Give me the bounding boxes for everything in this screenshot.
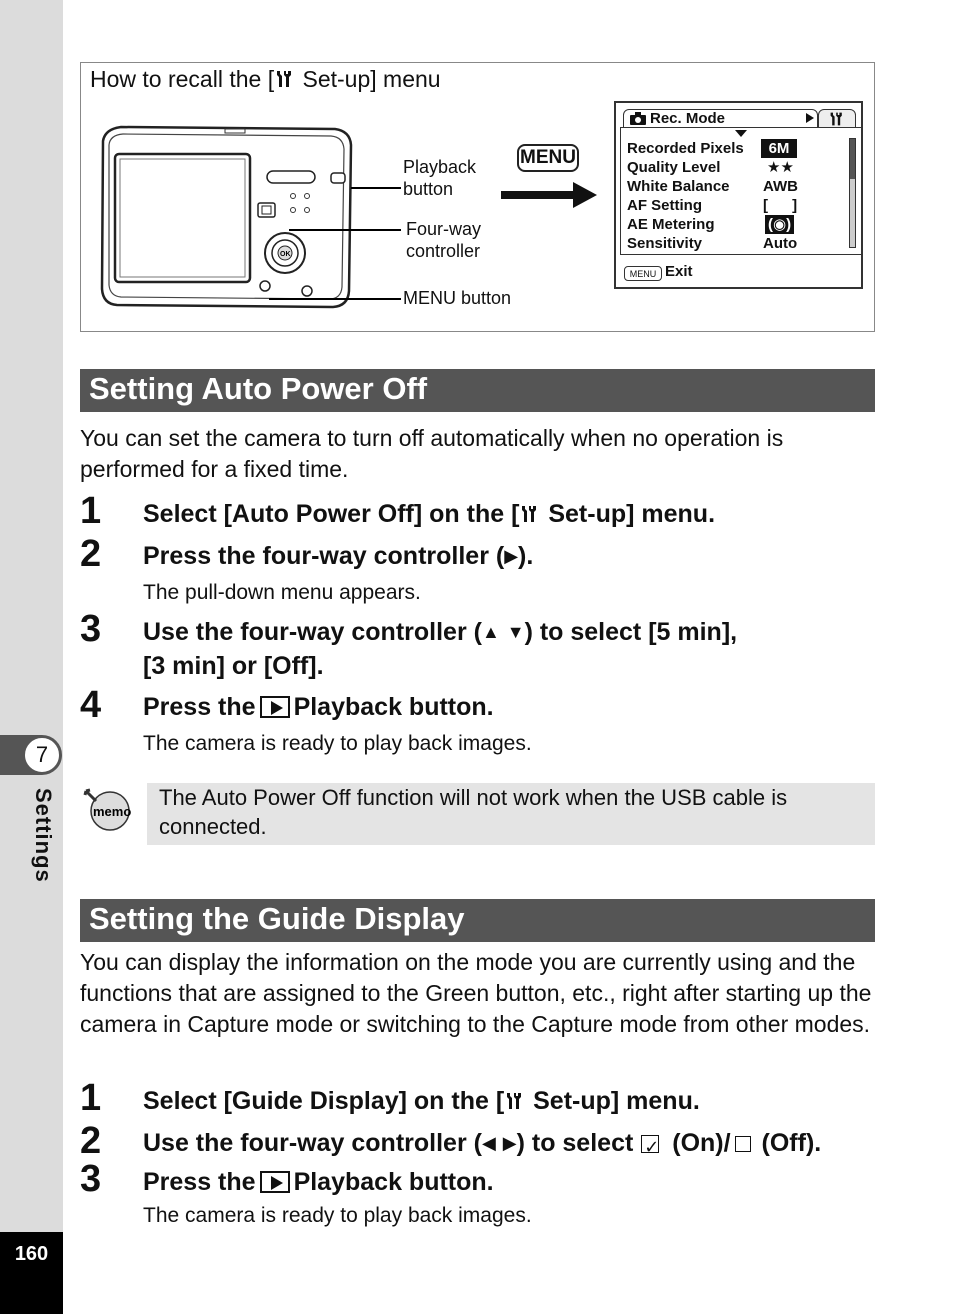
step-note: The pull-down menu appears.	[143, 581, 421, 604]
wrench-icon	[274, 69, 296, 89]
step-text-part: Playback button.	[293, 1168, 494, 1196]
checkbox-empty-icon	[735, 1136, 751, 1152]
lcd-menu-body	[620, 127, 862, 255]
camera-icon	[630, 112, 646, 125]
lcd-row-value: 6M	[761, 139, 797, 158]
fourway-controller-callout: Four-way controller	[406, 219, 482, 261]
chapter-label: Settings	[31, 788, 56, 883]
section-header-auto-power-off: Setting Auto Power Off	[80, 369, 875, 412]
step-text-part: (Off).	[761, 1129, 822, 1157]
up-arrow-icon: ▲	[481, 622, 500, 642]
wrench-icon	[504, 1091, 526, 1111]
lcd-row-label: AE Metering	[627, 216, 715, 233]
menu-button-callout: MENU button	[403, 288, 512, 308]
checkbox-checked-icon	[641, 1135, 659, 1153]
arrow-right-icon	[501, 180, 599, 210]
step-text	[143, 1126, 821, 1160]
right-arrow-icon: ▶	[502, 1133, 517, 1153]
lcd-row-value: Auto	[763, 235, 798, 252]
step-text-line2: [3 min] or [Off].	[143, 652, 324, 680]
step-text-part: Set-up] menu.	[526, 1087, 700, 1115]
step-text-part: Select [Guide Display] on the [	[143, 1087, 505, 1115]
lcd-row-label: White Balance	[627, 178, 730, 195]
section2-intro: You can display the information on the mode you are currently using and the functions that are assigned to the Green button, etc., right after starting up the camera in Capture mode or switching to the Capture mode from other modes.	[80, 949, 872, 1037]
step-number: 4	[80, 684, 102, 726]
camera-back-illustration	[95, 121, 357, 316]
lcd-row-value: [ ]	[763, 197, 808, 214]
tab-arrow-right-icon	[806, 113, 814, 123]
fourway-callout-line	[289, 229, 401, 231]
playback-button-callout: Playback button	[403, 157, 477, 199]
lcd-row-value: (◉)	[765, 215, 794, 234]
step-text	[143, 1084, 700, 1118]
svg-text:memo: memo	[93, 804, 132, 819]
step-text-part: Press the four-way controller (	[143, 542, 505, 570]
section-header-guide-display: Setting the Guide Display	[80, 899, 875, 942]
step-text-part: Use the four-way controller (	[143, 1129, 482, 1157]
setup-wrench-icon	[828, 111, 846, 127]
step-text	[143, 497, 715, 531]
step-text	[143, 690, 494, 724]
step-note: The camera is ready to play back images.	[143, 732, 532, 755]
lcd-scroll-thumb	[850, 139, 855, 179]
step-note: The camera is ready to play back images.	[143, 1204, 532, 1227]
playback-icon	[260, 1171, 290, 1193]
lcd-row-label: Sensitivity	[627, 235, 703, 252]
recall-title-suffix: Set-up] menu	[296, 66, 441, 92]
step-number: 1	[80, 490, 102, 532]
step-text-part: Select [Auto Power Off] on the [	[143, 500, 520, 528]
menu-callout-line	[269, 298, 401, 300]
step-text	[143, 1165, 494, 1199]
step-number: 1	[80, 1077, 102, 1119]
lcd-exit-label: Exit	[665, 263, 693, 280]
recall-menu-box	[80, 62, 875, 332]
step-text-part: Playback button.	[293, 693, 494, 721]
step-number: 2	[80, 1120, 102, 1162]
recall-title	[90, 66, 441, 93]
lcd-rec-mode-tab	[623, 109, 818, 128]
down-arrow-icon: ▼	[506, 622, 525, 642]
step-text-part: Use the four-way controller (	[143, 618, 482, 646]
step-text-part: (On)/	[672, 1129, 731, 1157]
lcd-menu-key-icon: MENU	[624, 266, 662, 281]
step-text-part: ).	[518, 542, 534, 570]
lcd-row-value: AWB	[763, 178, 798, 195]
chapter-number: 7	[22, 735, 62, 775]
svg-text:OK: OK	[280, 251, 291, 258]
left-arrow-icon: ◀	[481, 1133, 496, 1153]
page-number: 160	[14, 1243, 49, 1265]
memo-icon	[80, 785, 132, 831]
step-text-part: ) to select [5 min],	[524, 618, 738, 646]
step-text-part: Press the	[143, 693, 256, 721]
step-number: 3	[80, 608, 102, 650]
memo-note: The Auto Power Off function will not work when the USB cable is connected.	[147, 783, 875, 845]
menu-button-icon: MENU	[517, 144, 579, 172]
right-arrow-icon: ▶	[504, 546, 519, 566]
step-text-part: Set-up] menu.	[541, 500, 716, 528]
playback-callout-line	[351, 187, 401, 189]
lcd-scrollbar	[849, 138, 856, 248]
step-number: 3	[80, 1158, 102, 1200]
lcd-tab-label: Rec. Mode	[650, 110, 726, 127]
playback-icon	[260, 696, 290, 718]
lcd-row-value: ★★	[767, 159, 794, 176]
step-text-part: ) to select	[516, 1129, 634, 1157]
sidebar-gutter	[0, 0, 63, 1314]
wrench-icon	[519, 504, 541, 524]
step-text	[143, 615, 737, 649]
lcd-row-label: AF Setting	[627, 197, 702, 214]
step-text-part: Press the	[143, 1168, 256, 1196]
step-text	[143, 539, 533, 573]
lcd-menu-screen	[614, 101, 863, 289]
section1-intro: You can set the camera to turn off automatically when no operation is performed for a fixed time.	[80, 425, 784, 482]
recall-title-prefix: How to recall the [	[90, 66, 275, 92]
lcd-row-label: Quality Level	[627, 159, 721, 176]
step-number: 2	[80, 533, 102, 575]
cursor-down-icon	[735, 130, 747, 137]
lcd-row-label: Recorded Pixels	[627, 140, 744, 157]
